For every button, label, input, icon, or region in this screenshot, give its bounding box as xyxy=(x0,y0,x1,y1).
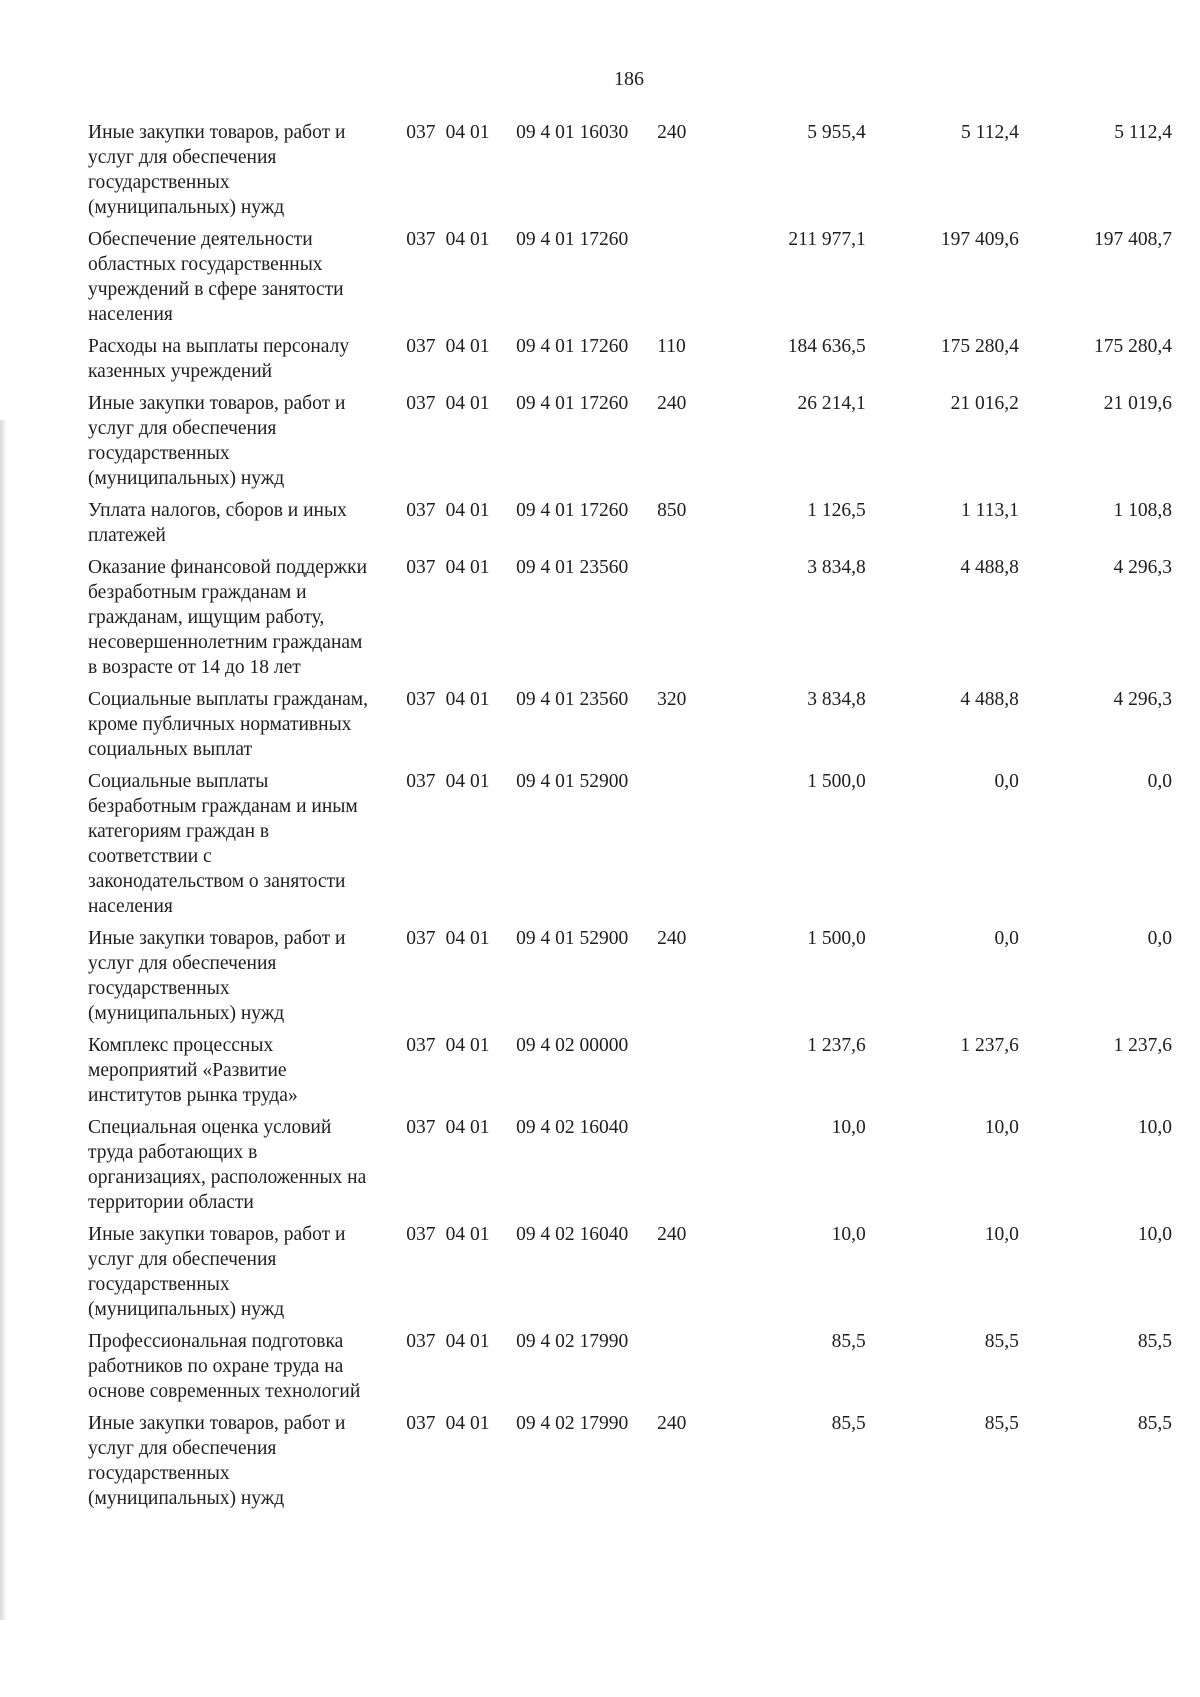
table-row xyxy=(88,1411,1172,1518)
expense-type-code: 320 xyxy=(657,689,687,710)
table-row xyxy=(88,391,1172,498)
item-name-line: труда работающих в xyxy=(88,1142,258,1163)
amount-year-2: 0,0 xyxy=(994,928,1019,949)
amount-year-1: 1 126,5 xyxy=(807,500,866,521)
table-row xyxy=(88,120,1172,227)
item-name-line: категориям граждан в xyxy=(88,821,270,842)
section-code: 04 01 xyxy=(445,1413,490,1434)
amount-year-1: 3 834,8 xyxy=(807,557,866,578)
item-name-line: законодательством о занятости xyxy=(88,871,346,892)
item-name-line: Профессиональная подготовка xyxy=(88,1331,344,1352)
amount-year-3: 0,0 xyxy=(1147,928,1172,949)
amount-year-1: 1 500,0 xyxy=(807,928,866,949)
scan-shadow xyxy=(0,420,7,1620)
item-name-line: работников по охране труда на xyxy=(88,1356,344,1377)
item-name xyxy=(88,555,400,687)
table-row xyxy=(88,555,1172,687)
amount-year-3: 21 019,6 xyxy=(1103,393,1172,414)
amount-year-1: 1 500,0 xyxy=(807,771,866,792)
amount-year-1: 85,5 xyxy=(831,1331,866,1352)
table-row xyxy=(88,227,1172,334)
expense-type-code: 850 xyxy=(657,500,687,521)
target-article-code: 09 4 01 17260 xyxy=(516,393,629,414)
item-name-line: услуг для обеспечения xyxy=(88,1438,277,1459)
item-name-line: государственных xyxy=(88,1463,230,1484)
table-row xyxy=(88,687,1172,769)
amount-year-1: 85,5 xyxy=(831,1413,866,1434)
amount-year-1: 3 834,8 xyxy=(807,689,866,710)
item-name-line: государственных xyxy=(88,443,230,464)
item-name-line: казенных учреждений xyxy=(88,361,273,382)
target-article-code: 09 4 02 17990 xyxy=(516,1413,629,1434)
amount-year-2: 4 488,8 xyxy=(960,689,1019,710)
item-name xyxy=(88,1411,400,1518)
item-name-line: кроме публичных нормативных xyxy=(88,714,352,735)
item-name xyxy=(88,120,400,227)
amount-year-3: 10,0 xyxy=(1137,1117,1172,1138)
item-name-line: в возрасте от 14 до 18 лет xyxy=(88,657,301,678)
grbs-code: 037 xyxy=(406,689,436,710)
amount-year-2: 10,0 xyxy=(984,1117,1019,1138)
item-name-line: институтов рынка труда» xyxy=(88,1085,298,1106)
amount-year-1: 5 955,4 xyxy=(807,122,866,143)
item-name-line: территории области xyxy=(88,1192,254,1213)
amount-year-1: 184 636,5 xyxy=(787,336,866,357)
item-name-line: государственных xyxy=(88,172,230,193)
item-name-line: Социальные выплаты xyxy=(88,771,269,792)
grbs-code: 037 xyxy=(406,928,436,949)
target-article-code: 09 4 01 16030 xyxy=(516,122,629,143)
target-article-code: 09 4 01 17260 xyxy=(516,336,629,357)
grbs-code: 037 xyxy=(406,771,436,792)
amount-year-3: 5 112,4 xyxy=(1114,122,1172,143)
table-row xyxy=(88,1033,1172,1115)
item-name-line: учреждений в сфере занятости xyxy=(88,279,344,300)
target-article-code: 09 4 01 52900 xyxy=(516,928,629,949)
amount-year-2: 85,5 xyxy=(984,1331,1019,1352)
amount-year-1: 10,0 xyxy=(831,1224,866,1245)
expense-type-code xyxy=(657,1033,712,1115)
grbs-code: 037 xyxy=(406,557,436,578)
item-name-line: Обеспечение деятельности xyxy=(88,229,313,250)
item-name-line: Иные закупки товаров, работ и xyxy=(88,1413,346,1434)
target-article-code: 09 4 01 23560 xyxy=(516,557,629,578)
item-name-line: услуг для обеспечения xyxy=(88,953,277,974)
grbs-code: 037 xyxy=(406,1035,436,1056)
table-row xyxy=(88,498,1172,555)
section-code: 04 01 xyxy=(445,1224,490,1245)
item-name xyxy=(88,1222,400,1329)
amount-year-2: 10,0 xyxy=(984,1224,1019,1245)
item-name-line: (муниципальных) нужд xyxy=(88,1488,285,1509)
section-code: 04 01 xyxy=(445,500,490,521)
item-name-line: услуг для обеспечения xyxy=(88,418,277,439)
item-name-line: государственных xyxy=(88,978,230,999)
amount-year-2: 175 280,4 xyxy=(940,336,1019,357)
amount-year-3: 197 408,7 xyxy=(1094,229,1172,250)
table-row xyxy=(88,769,1172,926)
item-name xyxy=(88,687,400,769)
table-body xyxy=(88,120,1172,1518)
item-name-line: Уплата налогов, сборов и иных xyxy=(88,500,347,521)
amount-year-2: 21 016,2 xyxy=(950,393,1019,414)
amount-year-2: 85,5 xyxy=(984,1413,1019,1434)
amount-year-3: 4 296,3 xyxy=(1113,689,1172,710)
item-name-line: социальных выплат xyxy=(88,739,253,760)
amount-year-3: 85,5 xyxy=(1137,1331,1172,1352)
table-row xyxy=(88,1115,1172,1222)
expense-type-code xyxy=(657,1115,712,1222)
expense-type-code: 240 xyxy=(657,122,687,143)
budget-table xyxy=(88,120,1172,1518)
expense-type-code xyxy=(657,1329,712,1411)
item-name-line: Иные закупки товаров, работ и xyxy=(88,928,346,949)
item-name-line: (муниципальных) нужд xyxy=(88,1299,285,1320)
amount-year-3: 1 237,6 xyxy=(1113,1035,1172,1056)
item-name-line: Расходы на выплаты персоналу xyxy=(88,336,350,357)
item-name-line: населения xyxy=(88,304,173,325)
section-code: 04 01 xyxy=(445,1117,490,1138)
amount-year-1: 26 214,1 xyxy=(797,393,866,414)
grbs-code: 037 xyxy=(406,1224,436,1245)
item-name-line: населения xyxy=(88,896,173,917)
target-article-code: 09 4 02 17990 xyxy=(516,1331,629,1352)
item-name-line: услуг для обеспечения xyxy=(88,1249,277,1270)
item-name xyxy=(88,1329,400,1411)
item-name-line: услуг для обеспечения xyxy=(88,147,277,168)
item-name-line: Иные закупки товаров, работ и xyxy=(88,122,346,143)
section-code: 04 01 xyxy=(445,771,490,792)
grbs-code: 037 xyxy=(406,336,436,357)
section-code: 04 01 xyxy=(445,1035,490,1056)
page-number: 186 xyxy=(614,68,644,90)
table-row xyxy=(88,1222,1172,1329)
target-article-code: 09 4 02 16040 xyxy=(516,1117,629,1138)
section-code: 04 01 xyxy=(445,557,490,578)
amount-year-2: 1 113,1 xyxy=(961,500,1019,521)
expense-type-code: 110 xyxy=(657,336,686,357)
expense-type-code xyxy=(657,555,712,687)
item-name-line: государственных xyxy=(88,1274,230,1295)
amount-year-1: 211 977,1 xyxy=(788,229,866,250)
item-name-line: Иные закупки товаров, работ и xyxy=(88,1224,346,1245)
item-name-line: Иные закупки товаров, работ и xyxy=(88,393,346,414)
grbs-code: 037 xyxy=(406,1117,436,1138)
section-code: 04 01 xyxy=(445,336,490,357)
target-article-code: 09 4 01 17260 xyxy=(516,229,629,250)
item-name-line: Социальные выплаты гражданам, xyxy=(88,689,369,710)
item-name-line: (муниципальных) нужд xyxy=(88,468,285,489)
amount-year-2: 197 409,6 xyxy=(940,229,1019,250)
grbs-code: 037 xyxy=(406,1331,436,1352)
item-name-line: областных государственных xyxy=(88,254,323,275)
item-name-line: (муниципальных) нужд xyxy=(88,197,285,218)
amount-year-3: 10,0 xyxy=(1137,1224,1172,1245)
item-name xyxy=(88,769,400,926)
amount-year-3: 0,0 xyxy=(1147,771,1172,792)
item-name xyxy=(88,334,400,391)
expense-type-code: 240 xyxy=(657,1224,687,1245)
expense-type-code: 240 xyxy=(657,393,687,414)
grbs-code: 037 xyxy=(406,393,436,414)
item-name xyxy=(88,1033,400,1115)
table-row xyxy=(88,334,1172,391)
amount-year-2: 0,0 xyxy=(994,771,1019,792)
expense-type-code xyxy=(657,769,712,926)
section-code: 04 01 xyxy=(445,393,490,414)
amount-year-3: 4 296,3 xyxy=(1113,557,1172,578)
grbs-code: 037 xyxy=(406,500,436,521)
expense-type-code: 240 xyxy=(657,928,687,949)
target-article-code: 09 4 02 16040 xyxy=(516,1224,629,1245)
section-code: 04 01 xyxy=(445,1331,490,1352)
item-name xyxy=(88,227,400,334)
amount-year-2: 4 488,8 xyxy=(960,557,1019,578)
amount-year-2: 5 112,4 xyxy=(961,122,1019,143)
section-code: 04 01 xyxy=(445,229,490,250)
amount-year-1: 10,0 xyxy=(831,1117,866,1138)
item-name xyxy=(88,498,400,555)
item-name-line: мероприятий «Развитие xyxy=(88,1060,287,1081)
item-name xyxy=(88,1115,400,1222)
item-name-line: несовершеннолетним гражданам xyxy=(88,632,363,653)
item-name-line: платежей xyxy=(88,525,166,546)
expense-type-code xyxy=(657,227,712,334)
grbs-code: 037 xyxy=(406,122,436,143)
section-code: 04 01 xyxy=(445,122,490,143)
item-name xyxy=(88,391,400,498)
item-name xyxy=(88,926,400,1033)
target-article-code: 09 4 02 00000 xyxy=(516,1035,629,1056)
amount-year-3: 1 108,8 xyxy=(1113,500,1172,521)
item-name-line: гражданам, ищущим работу, xyxy=(88,607,325,628)
target-article-code: 09 4 01 17260 xyxy=(516,500,629,521)
item-name-line: безработным гражданам и иным xyxy=(88,796,358,817)
item-name-line: организациях, расположенных на xyxy=(88,1167,367,1188)
item-name-line: соответствии с xyxy=(88,846,212,867)
grbs-code: 037 xyxy=(406,1413,436,1434)
item-name-line: Комплекс процессных xyxy=(88,1035,274,1056)
grbs-code: 037 xyxy=(406,229,436,250)
table-row xyxy=(88,926,1172,1033)
section-code: 04 01 xyxy=(445,689,490,710)
expense-type-code: 240 xyxy=(657,1413,687,1434)
table-row xyxy=(88,1329,1172,1411)
item-name-line: безработным гражданам и xyxy=(88,582,307,603)
item-name-line: основе современных технологий xyxy=(88,1381,361,1402)
target-article-code: 09 4 01 23560 xyxy=(516,689,629,710)
item-name-line: Специальная оценка условий xyxy=(88,1117,332,1138)
amount-year-3: 175 280,4 xyxy=(1094,336,1172,357)
amount-year-2: 1 237,6 xyxy=(960,1035,1019,1056)
amount-year-1: 1 237,6 xyxy=(807,1035,866,1056)
item-name-line: (муниципальных) нужд xyxy=(88,1003,285,1024)
item-name-line: Оказание финансовой поддержки xyxy=(88,557,368,578)
amount-year-3: 85,5 xyxy=(1137,1413,1172,1434)
target-article-code: 09 4 01 52900 xyxy=(516,771,629,792)
section-code: 04 01 xyxy=(445,928,490,949)
